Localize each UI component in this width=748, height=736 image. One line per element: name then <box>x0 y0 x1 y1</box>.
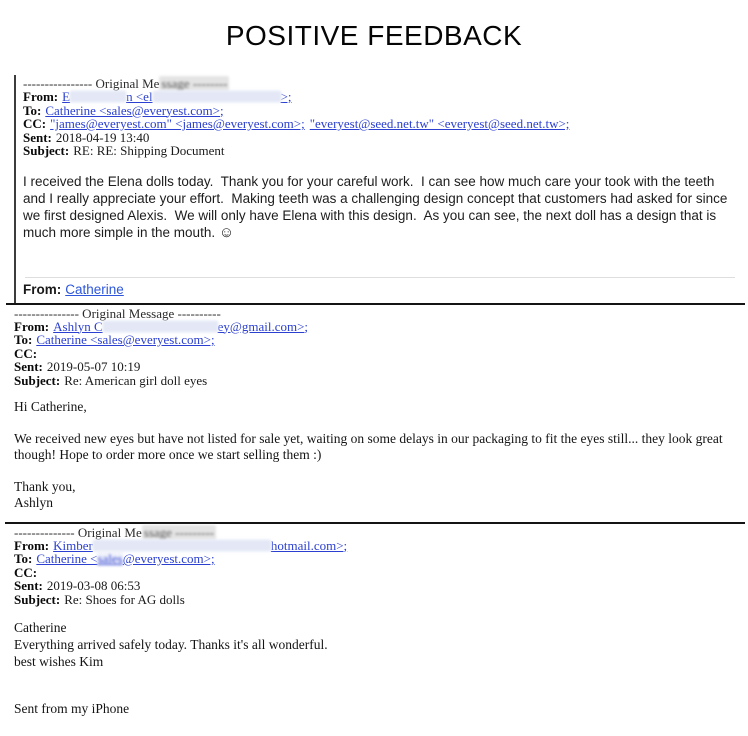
separator-line <box>14 526 745 539</box>
cc-line <box>14 347 745 361</box>
smiley-icon: ☺ <box>218 223 235 241</box>
email-body <box>23 173 732 241</box>
to-link[interactable]: Catherine <sales@everyest.com>; <box>36 332 215 347</box>
to-line <box>14 552 745 566</box>
body-line: Catherine <box>14 620 67 635</box>
from-fragment: n <el <box>126 89 153 104</box>
greeting-line: Hi Catherine, <box>14 399 87 414</box>
from-fragment: hotmail.com>; <box>270 537 348 553</box>
from-link[interactable] <box>62 89 291 104</box>
from-line <box>14 539 745 553</box>
from-fragment: Ashlyn C <box>53 318 103 334</box>
sent-label: Sent: <box>14 359 43 374</box>
forward-from-line <box>23 281 745 298</box>
subject-line <box>23 144 745 158</box>
from-line <box>23 90 745 104</box>
catherine-link[interactable]: Catherine <box>65 281 124 297</box>
email-body <box>14 619 745 670</box>
body-line: best wishes Kim <box>14 654 104 669</box>
from-fragment: ey@gmail.com>; <box>217 318 309 334</box>
subject-label: Subject: <box>23 143 70 158</box>
redaction-smudge: ssage --------- <box>143 524 215 540</box>
sent-value: 2019-03-08 06:53 <box>46 578 141 593</box>
to-link[interactable]: Catherine <sales@everyest.com>; <box>45 102 224 118</box>
cc-label: CC: <box>14 564 38 580</box>
from-label: From: <box>23 281 62 297</box>
body-text: I received the Elena dolls today. Thank you for your careful work. I can see how much care your took with the teeth and I really appreciate your effort. Making teeth was a challenging design concept that customers had asked for since we first designed Alexis. We will only have Elena with this design. As you can see, the next doll has a design that is much more simple in the mouth. <box>23 173 732 240</box>
cc-line <box>14 566 745 580</box>
from-label: From: <box>14 318 50 334</box>
to-fragment: Catherine < <box>36 551 98 566</box>
sent-line <box>14 579 745 593</box>
sent-from-iphone-line: Sent from my iPhone <box>14 701 130 716</box>
body-line: Everything arrived safely today. Thanks it's all wonderful. <box>14 637 328 652</box>
to-label: To: <box>23 102 42 118</box>
to-line <box>14 333 745 347</box>
cc-label: CC: <box>23 116 47 131</box>
sent-label: Sent: <box>14 578 43 593</box>
subject-value: RE: RE: Shipping Document <box>73 143 225 158</box>
sent-line <box>14 360 745 374</box>
to-line <box>23 104 745 118</box>
subject-label: Subject: <box>14 372 61 388</box>
separator-line: --------------- Original Message ---------- <box>14 305 221 321</box>
black-divider <box>5 522 745 524</box>
subject-line <box>14 593 745 607</box>
closing-line: Thank you, <box>14 478 76 494</box>
email-3-ag-shoes <box>14 526 745 718</box>
sent-label: Sent: <box>23 129 52 145</box>
from-fragment: >; <box>280 89 292 104</box>
separator-dashes: -------------- Original Me <box>14 524 142 540</box>
subject-line <box>14 374 745 388</box>
separator-dashes: ---------------- Original Me <box>23 76 160 91</box>
to-link[interactable] <box>36 551 214 566</box>
page-title: POSITIVE FEEDBACK <box>225 20 523 51</box>
to-fragment: @everyest.com>; <box>122 551 215 566</box>
email-1-shipping-document <box>14 75 745 303</box>
subject-value: Re: Shoes for AG dolls <box>64 591 185 607</box>
signature-line: Ashlyn <box>14 495 54 510</box>
redaction-blob <box>93 540 271 551</box>
cc-line <box>23 117 745 131</box>
from-label: From: <box>14 537 50 553</box>
redaction-smudge: sales <box>97 551 123 566</box>
sent-value: 2018-04-19 13:40 <box>55 129 150 145</box>
cc-link-seed[interactable]: "everyest@seed.net.tw" <everyest@seed.net.tw>; <box>309 116 570 131</box>
positive-feedback-page <box>0 20 748 717</box>
from-fragment: E <box>62 89 71 104</box>
email-body: We received new eyes but have not listed for sale yet, waiting on some delays in our packaging to fit the eyes still... they look great though! Hope to order more once we start selling them :) <box>14 430 723 462</box>
redaction-blob <box>103 321 218 332</box>
cc-link-james[interactable]: "james@everyest.com" <james@everyest.com>; <box>50 116 305 131</box>
light-divider <box>25 277 735 278</box>
from-label: From: <box>23 89 59 104</box>
from-fragment: Kimber <box>53 537 93 553</box>
sent-line <box>23 131 745 145</box>
to-label: To: <box>14 332 33 347</box>
sent-value: 2019-05-07 10:19 <box>46 359 141 374</box>
to-label: To: <box>14 551 33 566</box>
redaction-blob <box>70 91 126 102</box>
email-2-doll-eyes <box>14 307 745 512</box>
redaction-smudge: ssage -------- <box>161 76 228 91</box>
redaction-blob <box>153 91 281 102</box>
cc-label: CC: <box>14 345 38 361</box>
subject-label: Subject: <box>14 591 61 607</box>
subject-value: Re: American girl doll eyes <box>64 372 208 388</box>
from-line <box>14 320 745 334</box>
